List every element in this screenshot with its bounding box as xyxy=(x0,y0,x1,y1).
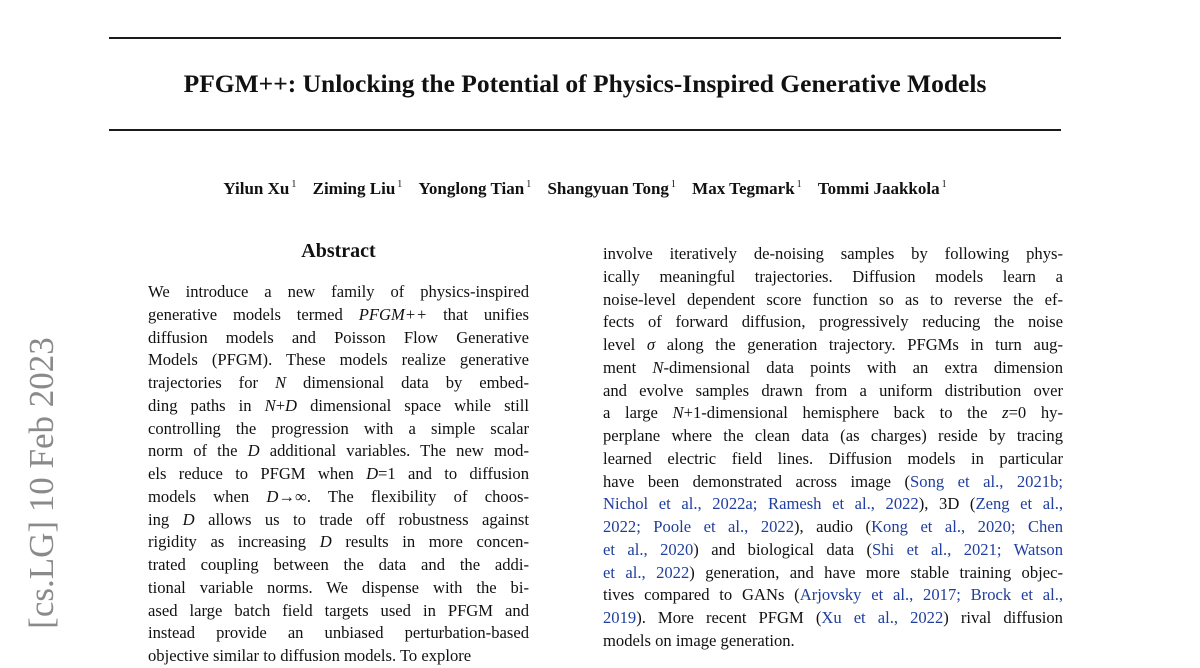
abstract-body xyxy=(148,281,529,668)
text-run: that unifies xyxy=(427,304,529,324)
author: Yonglong Tian $^1$ xyxy=(418,178,532,198)
text-line xyxy=(148,554,529,577)
text-run: models on image generation. xyxy=(603,630,795,650)
text-run: a large xyxy=(603,403,673,423)
citation-link[interactable]: Shi et al., 2021; Watson xyxy=(872,539,1063,559)
text-line xyxy=(148,486,529,509)
text-run: ment xyxy=(603,357,653,377)
text-run: dimensional data by embed- xyxy=(286,373,529,392)
text-run: fects of forward diffusion, progressively reducing the noise xyxy=(603,312,1063,332)
title-bottom-rule xyxy=(109,129,1061,131)
paper-title: PFGM++: Unlocking the Potential of Physics-Inspired Generative Models xyxy=(183,69,987,98)
citation-link[interactable]: 2019 xyxy=(603,608,637,627)
text-run: ing xyxy=(148,509,183,529)
text-run: =0 hy- xyxy=(1008,403,1063,423)
text-line xyxy=(603,425,1063,448)
math-symbol: N xyxy=(652,357,664,377)
text-run: ), 3D ( xyxy=(918,494,976,514)
text-run: objective similar to diffusion models. To explore xyxy=(148,646,472,665)
text-run: ), audio ( xyxy=(794,517,872,536)
text-line xyxy=(148,509,529,532)
text-line xyxy=(603,402,1063,425)
text-run: ) generation, and have more stable training objec- xyxy=(689,562,1063,582)
citation-link[interactable]: Song et al., 2021b; xyxy=(910,471,1063,491)
text-line xyxy=(603,516,1063,539)
text-run: ) and biological data ( xyxy=(693,539,873,559)
citation-link[interactable]: et al., 2020 xyxy=(603,539,694,559)
author: Shangyuan Tong $^1$ xyxy=(547,178,676,198)
text-run: ased large batch field targets used in PFGM and xyxy=(148,600,529,620)
text-run: →∞. The flexibility of choos- xyxy=(278,486,529,506)
math-symbol: σ xyxy=(646,335,656,354)
text-run: along the generation trajectory. PFGMs in turn aug- xyxy=(655,335,1063,354)
text-run: instead provide an unbiased perturbation-based xyxy=(148,623,529,643)
text-run: trated coupling between the data and the addi- xyxy=(148,555,529,574)
text-run: models when xyxy=(148,486,267,506)
math-symbol: PFGM++ xyxy=(358,304,428,324)
affiliation-mark: 1 xyxy=(796,179,802,190)
text-run: -dimensional data points with an extra dimension xyxy=(663,357,1064,377)
text-run: =1 and to diffusion xyxy=(378,464,529,483)
text-run: + xyxy=(275,395,286,415)
text-run: tional variable norms. We dispense with the bi- xyxy=(148,577,529,597)
text-run: diffusion models and Poisson Flow Generative xyxy=(148,327,529,347)
text-run: involve iteratively de-noising samples by following phys- xyxy=(603,244,1063,263)
text-line xyxy=(603,311,1063,334)
text-line xyxy=(603,357,1063,380)
text-run: ). More recent PFGM ( xyxy=(636,608,822,627)
math-symbol: D xyxy=(247,441,260,461)
citation-link[interactable]: Nichol et al., 2022a; Ramesh et al., 2022 xyxy=(603,494,919,514)
text-run: trajectories for xyxy=(148,373,275,392)
text-line xyxy=(148,577,529,600)
text-run: learned electric field lines. Diffusion models in particular xyxy=(603,448,1063,468)
math-symbol: D xyxy=(182,509,195,529)
text-run: norm of the xyxy=(148,441,248,461)
text-run: ically meaningful trajectories. Diffusion models learn a xyxy=(603,266,1063,286)
citation-link[interactable]: Xu et al., 2022 xyxy=(821,608,944,627)
author: Yilun Xu $^1$ xyxy=(223,178,297,198)
math-symbol: D xyxy=(266,486,279,506)
abstract-heading: Abstract xyxy=(301,240,376,262)
text-run: els reduce to PFGM when xyxy=(148,464,367,483)
text-run: ding paths in xyxy=(148,395,265,415)
text-line xyxy=(603,493,1063,516)
author: Ziming Liu $^1$ xyxy=(312,178,403,198)
text-line xyxy=(148,440,529,463)
text-line xyxy=(148,600,529,623)
text-line xyxy=(148,281,529,304)
text-line xyxy=(148,531,529,554)
citation-link[interactable]: Arjovsky et al., 2017; Brock et al., xyxy=(799,585,1063,605)
affiliation-mark: 1 xyxy=(941,179,947,190)
math-symbol: z xyxy=(1002,403,1009,423)
text-line xyxy=(148,327,529,350)
affiliation-mark: 1 xyxy=(526,179,532,190)
text-line xyxy=(603,266,1063,289)
text-line xyxy=(148,349,529,372)
text-line xyxy=(148,372,529,395)
citation-link[interactable]: et al., 2022 xyxy=(603,562,690,582)
text-run: tives compared to GANs ( xyxy=(603,585,800,605)
author: Max Tegmark $^1$ xyxy=(692,178,802,198)
math-symbol: N xyxy=(672,403,684,423)
text-line xyxy=(603,539,1063,562)
text-line xyxy=(148,645,529,668)
text-run: rigidity as increasing xyxy=(148,532,320,552)
text-run: level xyxy=(603,335,647,354)
affiliation-mark: 1 xyxy=(670,179,676,190)
title-top-rule xyxy=(109,37,1061,39)
text-line xyxy=(603,471,1063,494)
text-run: +1-dimensional hemisphere back to the xyxy=(683,403,1003,423)
text-run: Models (PFGM). These models realize generative xyxy=(148,350,529,370)
introduction-body xyxy=(603,243,1063,653)
affiliation-mark: 1 xyxy=(397,179,403,190)
author: Tommi Jaakkola $^1$ xyxy=(817,178,947,198)
text-line xyxy=(148,622,529,645)
text-line xyxy=(603,334,1063,357)
citation-link[interactable]: Zeng et al., xyxy=(975,494,1063,514)
text-run: have been demonstrated across image ( xyxy=(603,471,911,491)
text-line xyxy=(603,380,1063,403)
text-line xyxy=(603,607,1063,630)
text-run: noise-level dependent score function so as to reverse the ef- xyxy=(603,289,1063,309)
text-run: and evolve samples drawn from a uniform distribution over xyxy=(603,380,1063,400)
text-line xyxy=(148,304,529,327)
text-line xyxy=(603,630,1063,653)
text-run: dimensional space while still xyxy=(297,395,529,415)
text-line xyxy=(603,562,1063,585)
math-symbol: D xyxy=(285,395,298,415)
arxiv-identifier-stamp: [cs.LG] 10 Feb 2023 xyxy=(22,337,61,629)
text-run: allows us to trade off robustness against xyxy=(194,509,529,529)
text-line xyxy=(603,584,1063,607)
citation-link[interactable]: 2022; Poole et al., 2022 xyxy=(603,517,795,536)
math-symbol: N xyxy=(264,395,276,415)
author-list xyxy=(109,174,1061,200)
affiliation-mark: 1 xyxy=(291,179,297,190)
text-run: perplane where the clean data (as charges) reside by tracing xyxy=(603,426,1063,445)
text-line xyxy=(148,418,529,441)
text-line xyxy=(603,448,1063,471)
text-run: controlling the progression with a simple scalar xyxy=(148,418,529,438)
text-run: results in more concen- xyxy=(331,532,529,552)
text-run: We introduce a new family of physics-inspired xyxy=(148,282,529,301)
math-symbol: D xyxy=(366,464,379,483)
math-symbol: N xyxy=(274,373,287,392)
citation-link[interactable]: Kong et al., 2020; Chen xyxy=(871,517,1063,536)
text-line xyxy=(603,243,1063,266)
text-run: additional variables. The new mod- xyxy=(259,441,529,461)
text-line xyxy=(603,289,1063,312)
text-run: ) rival diffusion xyxy=(943,608,1063,627)
text-run: generative models termed xyxy=(148,304,359,324)
math-symbol: D xyxy=(319,532,332,552)
text-line xyxy=(148,463,529,486)
text-line xyxy=(148,395,529,418)
